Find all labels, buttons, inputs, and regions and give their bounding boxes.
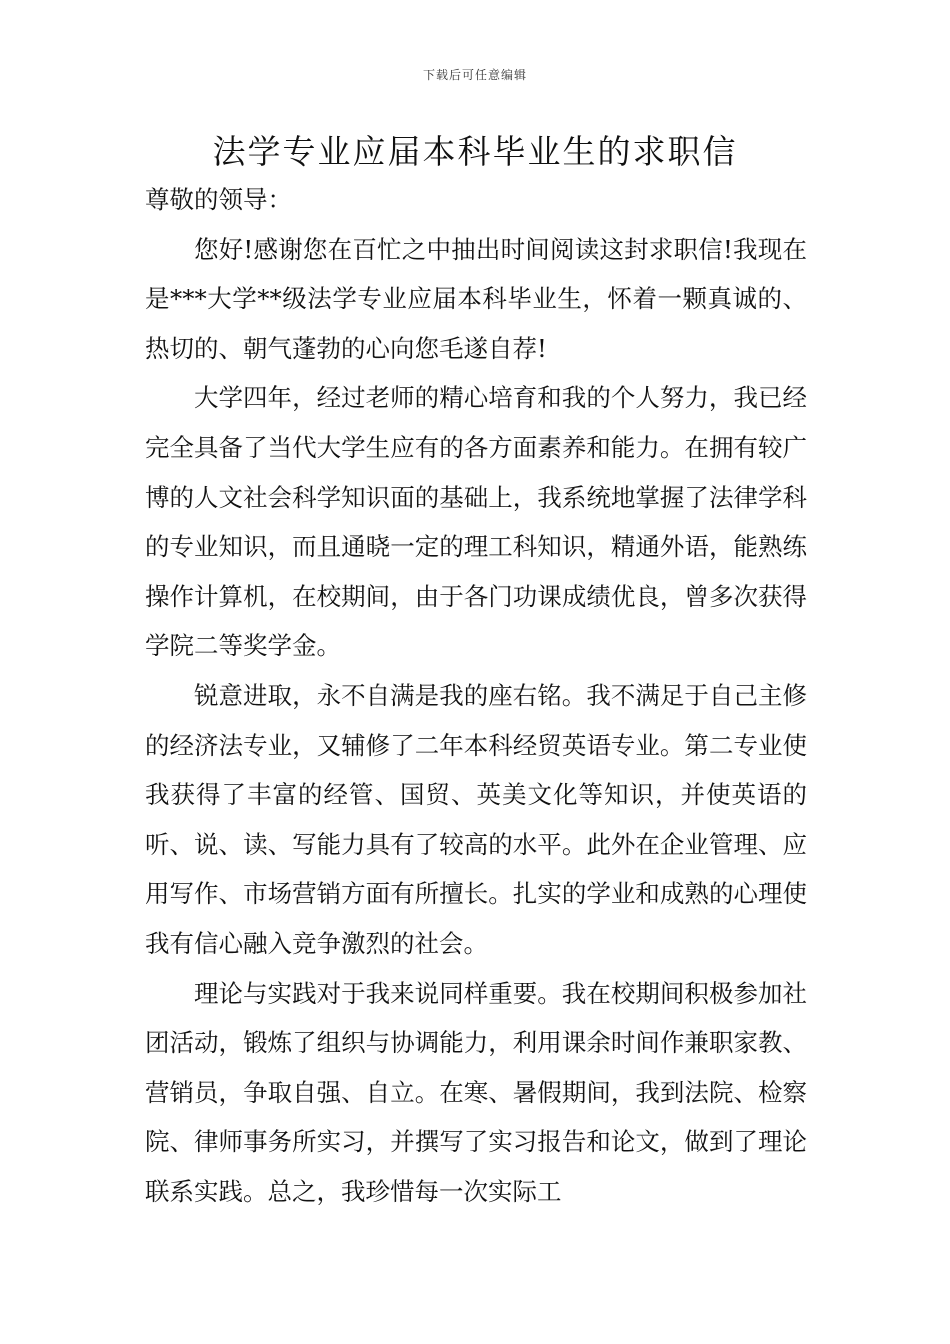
salutation: 尊敬的领导： bbox=[145, 185, 292, 214]
paragraph-greeting: 您好!感谢您在百忙之中抽出时间阅读这封求职信!我现在是***大学**级法学专业应届本科毕业生，怀着一颗真诚的、热切的、朝气蓬勃的心向您毛遂自荐! bbox=[145, 234, 807, 363]
document-title: 法学专业应届本科毕业生的求职信 bbox=[212, 132, 738, 171]
paragraph-education: 大学四年，经过老师的精心培育和我的个人努力，我已经完全具备了当代大学生应有的各方面素养和能力。在拥有较广博的人文社会科学知识面的基础上，我系统地掌握了法律学科的专业知识，而且通晓一定的理工科知识，精通外语，能熟练操作计算机，在校期间，由于各门功课成绩优良，曾多次获得学院二等奖学金。 bbox=[145, 383, 807, 661]
paragraph-practice: 理论与实践对于我来说同样重要。我在校期间积极参加社团活动，锻炼了组织与协调能力，利用课余时间作兼职家教、营销员，争取自强、自立。在寒、暑假期间，我到法院、检察院、律师事务所实习，并撰写了实习报告和论文，做到了理论联系实践。总之，我珍惜每一次实际工 bbox=[145, 978, 807, 1206]
header-note: 下载后可任意编辑 bbox=[422, 68, 527, 82]
letter-body bbox=[145, 175, 807, 1216]
paragraph-motto: 锐意进取，永不自满是我的座右铭。我不满足于自己主修的经济法专业，又辅修了二年本科经贸英语专业。第二专业使我获得了丰富的经管、国贸、英美文化等知识，并使英语的听、说、读、写能力具有了较高的水平。此外在企业管理、应用写作、市场营销方面有所擅长。扎实的学业和成熟的心理使我有信心融入竞争激烈的社会。 bbox=[145, 680, 807, 958]
